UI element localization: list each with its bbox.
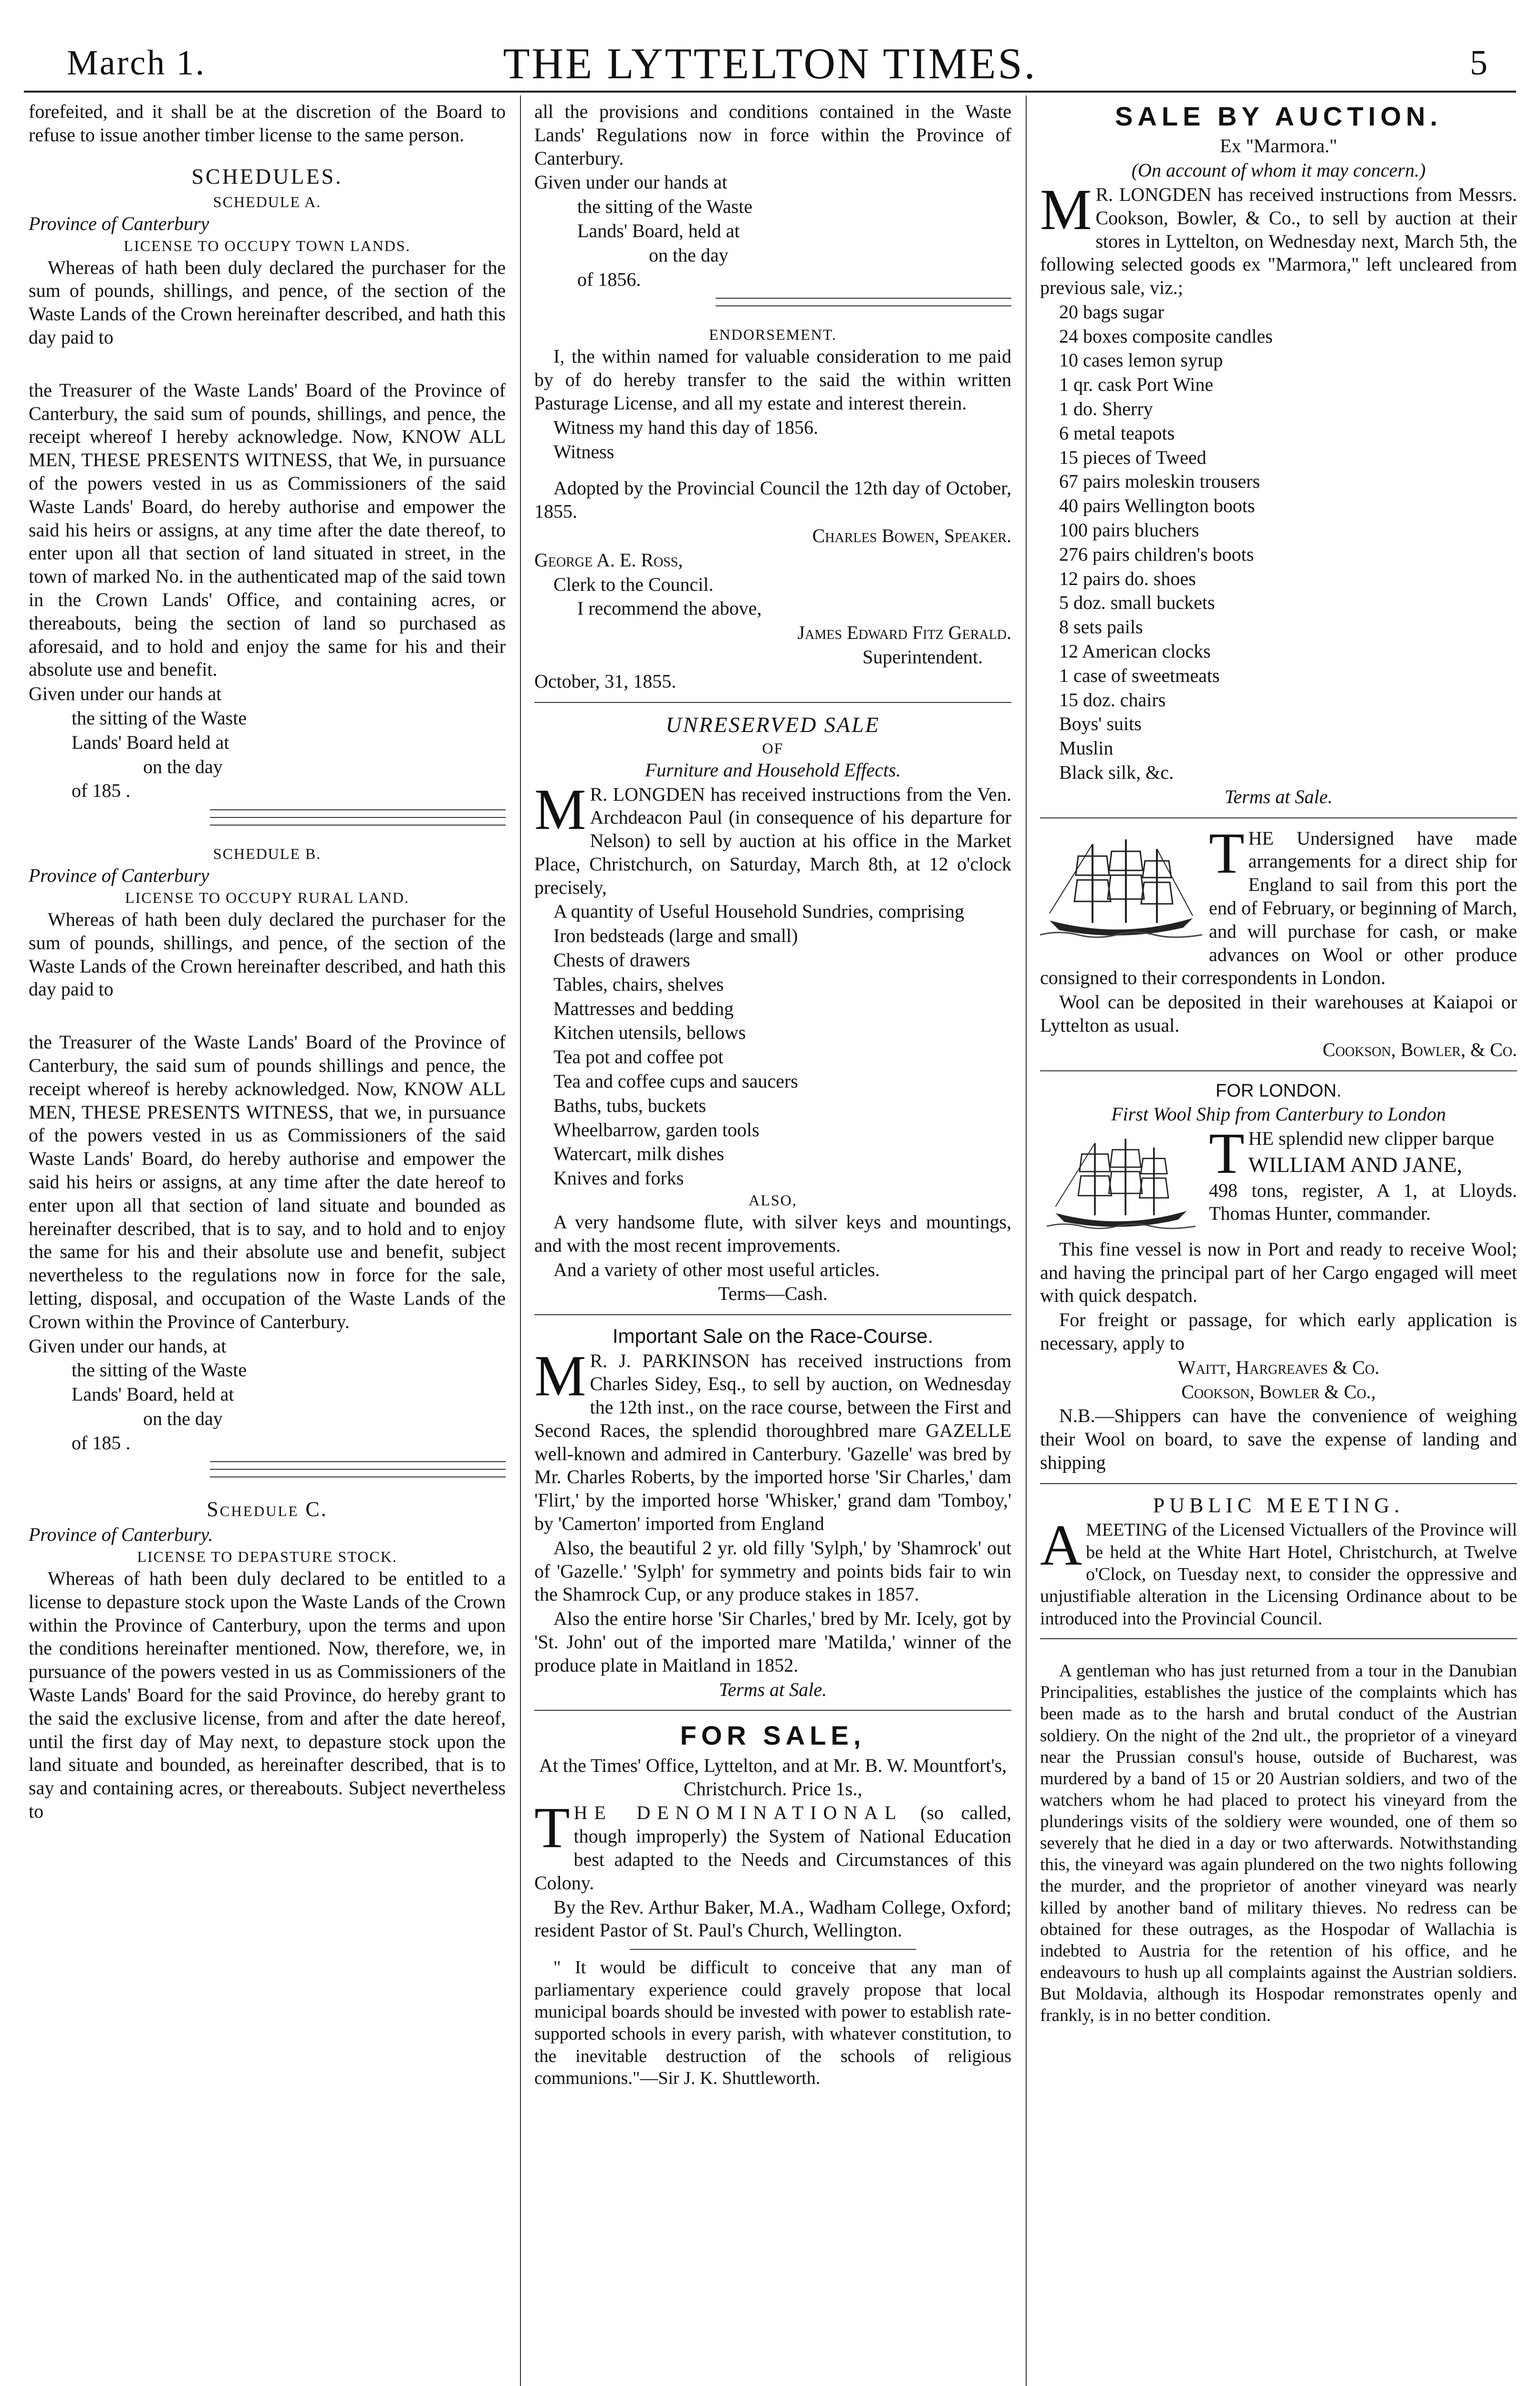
- ad-heading: PUBLIC MEETING.: [1153, 1493, 1405, 1517]
- signature-line: on the day: [143, 1407, 223, 1429]
- signature: Cookson, Bowler, & Co.: [1322, 1038, 1517, 1060]
- paragraph: AMEETING of the Licensed Victuallers of the Province will be held at the White Hart Hotel, Christchurch, at Twelve o'Clock, on Tuesday next, to consider the oppressive and unjustifiable alteration in the Licensing Ordinance about to be introduced into the Provincial Council.: [1040, 1513, 1517, 1629]
- list-item: 1 do. Sherry: [1059, 398, 1153, 420]
- schedule-b-subtitle: LICENSE TO OCCUPY RURAL LAND.: [125, 889, 409, 906]
- issue-date: March 1.: [67, 43, 206, 83]
- drop-cap: T: [534, 1796, 570, 1861]
- list-item: 20 bags sugar: [1059, 301, 1164, 323]
- signature-rule: [210, 1461, 506, 1462]
- paragraph: forefeited, and it shall be at the discretion of the Board to refuse to issue another timber license to the same person.: [29, 101, 506, 146]
- section-rule: [1040, 1638, 1517, 1639]
- schedule-c-heading: Schedule C.: [207, 1497, 328, 1521]
- paragraph: all the provisions and conditions contained in the Waste Lands' Regulations now in force within the Province of Canterbury.: [534, 101, 1011, 169]
- terms: Terms at Sale.: [718, 1678, 827, 1700]
- section-rule: [534, 1710, 1011, 1711]
- signature-line: Lands' Board held at: [72, 731, 229, 753]
- paragraph: M R. LONGDEN has received instructions from the Ven. Archdeacon Paul (in consequence of his departure for Nelson) to sell by auction at his office in the Market Place, Christchurch, on Saturday, March 8th, at 12 o'clock precisely,: [534, 777, 1011, 898]
- signature-line: Given under our hands at: [534, 171, 728, 193]
- signature-rule: [210, 817, 506, 818]
- paragraph: Also, the beautiful 2 yr. old filly 'Sylph,' by 'Shamrock' out of 'Gazelle.' 'Sylph' for symmetry and points bids fair to win the Shamrock Cup, or any produce stakes in 1857.: [534, 1537, 1011, 1605]
- ad-heading: SALE BY AUCTION.: [1115, 101, 1442, 131]
- list-item: Knives and forks: [553, 1167, 684, 1189]
- shipping-ad: [1040, 821, 1517, 1062]
- paragraph: M R. LONGDEN has received instructions from Messrs. Cookson, Bowler, & Co., to sell by auction at their stores in Lyttelton, on Wednesday next, March 5th, the following selected goods ex "Marmora," left uncleared from previous sale, viz.;: [1040, 177, 1517, 299]
- list-item: Mattresses and bedding: [553, 997, 734, 1019]
- paragraph: the Treasurer of the Waste Lands' Board of the Province of Canterbury, the said sum of pounds, shillings, and pence, the receipt whereof I hereby acknowledge. Now, KNOW ALL MEN, THESE PRESENTS WITNESS, that We, in pursuance of the powers vested in us as Commissioners of the said Waste Lands' Board, do hereby authorise and empower the said his heirs or assigns, at any time after the date thereof, to enter upon all that section of land situated in street, in the town of marked No. in the authenticated map of the said town in the Crown Lands' Office, and containing acres, or thereabouts, being the section of land so purchased as aforesaid, and to hold and enjoy the same for his and their absolute use and benefit.: [29, 379, 506, 680]
- column-divider: [520, 95, 521, 2386]
- column-divider: [1026, 95, 1027, 2386]
- signature-line: Lands' Board, held at: [577, 220, 740, 241]
- signature-rule: [210, 809, 506, 810]
- ad-subheading: OF: [762, 739, 784, 757]
- section-rule: [534, 702, 1011, 703]
- paragraph: M R. J. PARKINSON has received instructions from Charles Sidey, Esq., to sell by auction, on Wednesday the 12th inst., on the race course, between the First and Second Races, the splendid thoroughbred mare GAZELLE well-known and admired in Canterbury. 'Gazelle' was bred by Mr. Charles Roberts, by the imported horse 'Sir Charles,' dam 'Flirt,' by the imported horse 'Whisker,' grand dam 'Tomboy,' by 'Camerton' imported from England: [534, 1343, 1011, 1535]
- signature-rule: [716, 305, 1011, 306]
- paragraph: N.B.—Shippers can have the convenience of weighing their Wool on board, to save the expense of landing and shipping: [1040, 1405, 1517, 1473]
- drop-cap: T: [1209, 821, 1245, 886]
- drop-cap: A: [1040, 1513, 1082, 1578]
- paragraph: Wool can be deposited in their warehouses at Kaiapoi or Lyttelton as usual.: [1040, 991, 1517, 1036]
- paragraph: the Treasurer of the Waste Lands' Board of the Province of Canterbury, the said sum of pounds shillings and pence, the receipt whereof is hereby acknowledged. Now, KNOW ALL MEN, THESE PRESENTS WITNESS, that we, in pursuance of the powers vested in us as Commissioners of the said Waste Lands' Board, do hereby authorise and empower the said his heirs or assigns, at any time after the date hereof to enter upon all that section of land situate and bounded as hereinafter described, that is to say, and to hold and to enjoy the same for his and their absolute use and benefit, subject nevertheless to the regulations now in force for the sale, letting, disposal, and occupation of the Waste Lands of the Crown within the Province of Canterbury.: [29, 1031, 506, 1332]
- signature-rule: [716, 298, 1011, 299]
- column-3: [1040, 100, 1517, 2386]
- signature-line: of 1856.: [577, 268, 641, 290]
- signature-line: the sitting of the Waste: [72, 707, 247, 729]
- list-item: Muslin: [1059, 737, 1113, 759]
- sailing-ship-icon: [1040, 830, 1202, 944]
- paragraph: Adopted by the Provincial Council the 12th day of October, 1855.: [534, 477, 1011, 523]
- list-item: Watercart, milk dishes: [553, 1143, 724, 1165]
- list-item: Kitchen utensils, bellows: [553, 1022, 746, 1044]
- paragraph: Whereas of hath been duly declared the purchaser for the sum of pounds, shillings, and pence, of the section of the Waste Lands of the Crown hereinafter described, and hath this day paid to: [29, 908, 506, 1000]
- schedules-heading: SCHEDULES.: [191, 164, 343, 188]
- paragraph: THE Undersigned have made arrangements for a direct ship for England to sail from this port the end of February, or beginning of March, and will purchase for cash, or make advances on Wool or other produce consigned to their correspondents in London.: [1040, 821, 1517, 989]
- column-2: [534, 100, 1011, 2386]
- section-rule: [534, 1314, 1011, 1315]
- section-rule: [1040, 1483, 1517, 1484]
- list-item: 276 pairs children's boots: [1059, 543, 1254, 565]
- paragraph: Whereas of hath been duly declared the purchaser for the sum of pounds, shillings, and pence, of the section of the Waste Lands of the Crown hereinafter described, and hath this day paid to: [29, 256, 506, 348]
- paragraph: Witness: [553, 440, 614, 462]
- quotation: " It would be difficult to conceive that any man of parliamentary experience could gravely propose that local municipal boards should be invested with power to establish rate-supported schools in every parish, with whatever constitution, to the inevitable destruction of the schools of religious communions."—Sir J. K. Shuttleworth.: [534, 1957, 1011, 2088]
- signature-line: Given under our hands, at: [29, 1335, 227, 1357]
- list-item: 24 boxes composite candles: [1059, 325, 1273, 347]
- list-item: Tables, chairs, shelves: [553, 973, 724, 995]
- list-item: 100 pairs bluchers: [1059, 519, 1199, 541]
- list-item: Iron bedsteads (large and small): [553, 925, 798, 947]
- schedule-a-subtitle: LICENSE TO OCCUPY TOWN LANDS.: [124, 237, 411, 254]
- drop-cap: M: [534, 777, 586, 842]
- list-item: 1 qr. cask Port Wine: [1059, 374, 1214, 396]
- column-1: [29, 100, 506, 2386]
- paragraph: A quantity of Useful Household Sundries, comprising: [553, 900, 965, 922]
- ad-subheading: Furniture and Household Effects.: [645, 759, 901, 781]
- list-item: 1 case of sweetmeats: [1059, 664, 1220, 686]
- paragraph: Witness my hand this day of 1856.: [553, 416, 818, 438]
- list-item: Chests of drawers: [553, 949, 690, 971]
- terms: Terms—Cash.: [718, 1283, 828, 1305]
- signature-rule: [210, 1469, 506, 1470]
- ad-subheading: First Wool Ship from Canterbury to London: [1111, 1103, 1446, 1125]
- province-label: Province of Canterbury: [29, 865, 209, 887]
- list-item: Tea pot and coffee pot: [553, 1046, 724, 1068]
- ad-heading: FOR SALE,: [680, 1720, 866, 1751]
- newspaper-title: THE LYTTELTON TIMES.: [503, 39, 1037, 88]
- list-item: Boys' suits: [1059, 713, 1142, 735]
- paragraph: A very handsome flute, with silver keys and mountings, and with the most recent improvements.: [534, 1211, 1011, 1256]
- paragraph: By the Rev. Arthur Baker, M.A., Wadham College, Oxford; resident Pastor of St. Paul's Church, Wellington.: [534, 1896, 1011, 1941]
- goods-list: [1040, 301, 1517, 785]
- drop-cap: M: [534, 1343, 586, 1408]
- signature-rule: [210, 825, 506, 826]
- news-article: A gentleman who has just returned from a tour in the Danubian Principalities, establishes the justice of the complaints which has been made as to the harsh and brutal conduct of the Austrian soldiery. On the night of the 2nd ult., the proprietor of a vineyard near the Prussian consul's house, outside of Bucharest, was murdered by a band of 15 or 20 Austrian soldiers, and two of the watchers whom he had placed to protect his vineyard from the plunderings visits of the soldiery were wounded, one of them so severely that he died in a day or two afterwards. Notwithstanding this, the vineyard was again plundered on the two nights following the murder, and the proprietor of another vineyard was nearly killed by another band of military thieves. No redress can be obtained for these outrages, as the Hospodar of Wallachia is indebted to Austria for the retention of his office, and he endeavours to hush up all complaints against the Austrian soldiers. But Moldavia, although its Hospodar remonstrates openly and frankly, is in no better condition.: [1040, 1661, 1517, 2026]
- signature-line: on the day: [649, 244, 728, 266]
- signature: Waitt, Hargreaves & Co.: [1177, 1356, 1380, 1378]
- paragraph: This fine vessel is now in Port and ready to receive Wool; and having the principal part of her Cargo engaged will meet with quick despatch.: [1040, 1238, 1517, 1307]
- signature-title: Superintendent.: [862, 646, 983, 668]
- list-item: 15 pieces of Tweed: [1059, 446, 1207, 468]
- list-item: Black silk, &c.: [1059, 762, 1174, 784]
- list-item: 10 cases lemon syrup: [1059, 349, 1223, 371]
- signature-line: of 185 .: [72, 780, 131, 802]
- ad-heading: FOR LONDON.: [1216, 1080, 1342, 1101]
- paragraph: At the Times' Office, Lyttelton, and at Mr. B. W. Mountfort's, Christchurch. Price 1s.,: [539, 1754, 1007, 1800]
- shipping-ad: [1040, 1080, 1517, 1475]
- section-rule: [1040, 817, 1517, 818]
- ad-heading: Important Sale on the Race-Course.: [612, 1325, 934, 1348]
- endorsement-heading: ENDORSEMENT.: [709, 326, 837, 344]
- list-item: 12 American clocks: [1059, 640, 1211, 662]
- list-item: Tea and coffee cups and saucers: [553, 1070, 798, 1092]
- signature: George A. E. Ross,: [534, 549, 683, 571]
- paragraph: THE splendid new clipper barque: [1209, 1121, 1494, 1186]
- paragraph: I, the within named for valuable consideration to me paid by of do hereby transfer to the said the within written Pasturage License, and all my estate and interest therein.: [534, 345, 1011, 414]
- ad-heading: UNRESERVED SALE: [666, 712, 880, 737]
- masthead: [24, 19, 1516, 93]
- list-item: 8 sets pails: [1059, 616, 1143, 638]
- signature: James Edward Fitz Gerald.: [797, 622, 1011, 644]
- drop-cap: M: [1040, 177, 1092, 242]
- paragraph: I recommend the above,: [577, 597, 762, 619]
- section-rule: [630, 1949, 916, 1950]
- page-number: 5: [1470, 43, 1488, 83]
- signature-rule: [210, 1476, 506, 1477]
- signature-title: Clerk to the Council.: [553, 573, 714, 595]
- signature-line: the sitting of the Waste: [72, 1359, 247, 1381]
- sailing-ship-icon: [1040, 1130, 1202, 1235]
- drop-cap: T: [1209, 1121, 1245, 1186]
- signature-line: the sitting of the Waste: [577, 196, 753, 218]
- signature: Cookson, Bowler & Co.,: [1181, 1381, 1376, 1402]
- schedule-c-subtitle: LICENSE TO DEPASTURE STOCK.: [137, 1548, 397, 1565]
- province-label: Province of Canterbury: [29, 212, 209, 234]
- ad-subheading: Ex "Marmora.": [1220, 135, 1337, 157]
- ad-subheading: (On account of whom it may concern.): [1131, 159, 1426, 181]
- ship-name: WILLIAM AND JANE,: [1248, 1152, 1462, 1177]
- list-item: 12 pairs do. shoes: [1059, 567, 1196, 589]
- signature-line: Lands' Board, held at: [72, 1383, 234, 1405]
- signature-line: on the day: [143, 755, 223, 777]
- province-label: Province of Canterbury.: [29, 1524, 213, 1546]
- signature: Charles Bowen, Speaker.: [812, 524, 1011, 546]
- schedule-b-heading: SCHEDULE B.: [213, 845, 322, 863]
- list-item: 5 doz. small buckets: [1059, 592, 1215, 614]
- schedule-a-heading: SCHEDULE A.: [213, 193, 322, 210]
- date-line: October, 31, 1855.: [534, 670, 676, 692]
- list-item: 67 pairs moleskin trousers: [1059, 471, 1260, 492]
- list-item: 40 pairs Wellington boots: [1059, 495, 1255, 517]
- paragraph: Whereas of hath been duly declared to be entitled to a license to depasture stock upon the Waste Lands of the Crown within the Province of Canterbury, upon the terms and upon the conditions hereinafter mentioned. Now, therefore, we, in pursuance of the powers vested in us as Commissioners of the Waste Lands' Board for the said Province, do hereby grant to the said the exclusive license, from and after the date hereof, until the first day of May next, to depasture stock upon the land situate and bounded, as hereinafter described, that is to say and containing acres, or thereabouts. Subject nevertheless to: [29, 1567, 506, 1822]
- ad-subheading: ALSO,: [749, 1192, 797, 1209]
- paragraph: 498 tons, register, A 1, at Lloyds. Thomas Hunter, commander.: [1209, 1179, 1517, 1224]
- paragraph: Also the entire horse 'Sir Charles,' bred by Mr. Icely, got by 'St. John' out of the imported mare 'Matilda,' winner of the produce plate in Maitland in 1852.: [534, 1608, 1011, 1676]
- list-item: 6 metal teapots: [1059, 422, 1175, 444]
- paragraph: THE DENOMINATIONAL (so called, though improperly) the System of National Education best adapted to the Needs and Circumstances of this Colony.: [534, 1796, 1011, 1894]
- list-item: 15 doz. chairs: [1059, 689, 1166, 711]
- signature-line: of 185 .: [72, 1432, 131, 1454]
- item-list: [534, 924, 1011, 1190]
- section-rule: [1040, 1070, 1517, 1071]
- list-item: Wheelbarrow, garden tools: [553, 1119, 760, 1141]
- list-item: Baths, tubs, buckets: [553, 1094, 706, 1116]
- paragraph: For freight or passage, for which early application is necessary, apply to: [1040, 1309, 1517, 1354]
- signature-line: Given under our hands at: [29, 683, 222, 705]
- terms: Terms at Sale.: [1224, 785, 1333, 807]
- paragraph: And a variety of other most useful articles.: [553, 1258, 880, 1280]
